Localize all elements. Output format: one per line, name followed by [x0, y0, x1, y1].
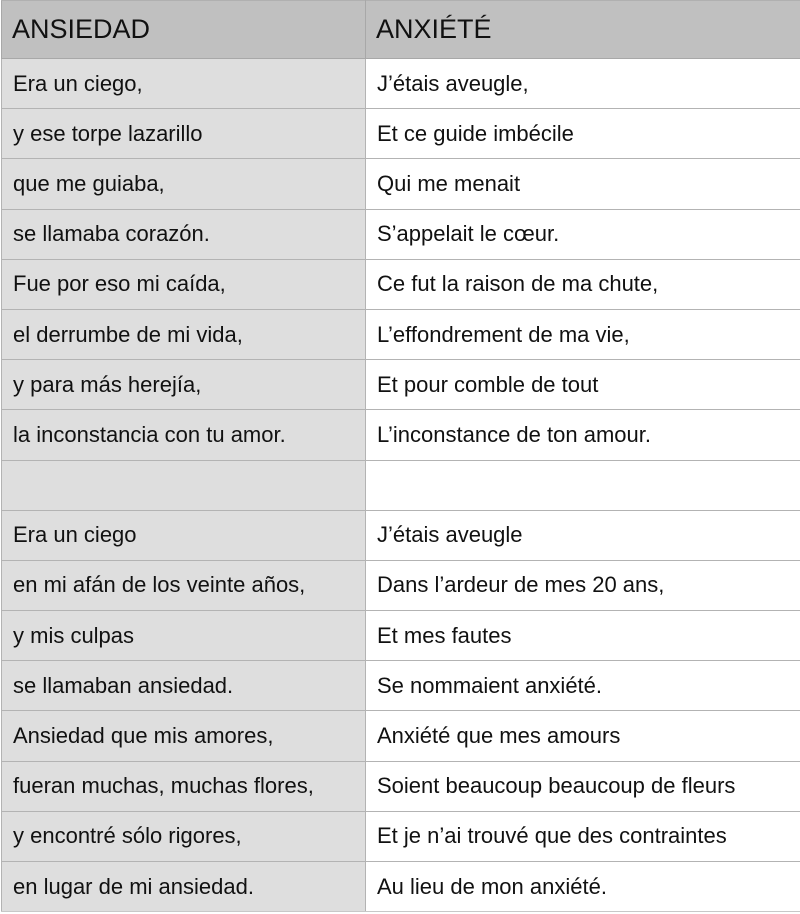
table-row	[2, 560, 800, 610]
spanish-line: fueran muchas, muchas flores,	[2, 761, 366, 811]
spanish-line: y ese torpe lazarillo	[2, 109, 366, 159]
french-line: Et pour comble de tout	[366, 360, 800, 410]
table-row	[2, 811, 800, 861]
spanish-line: y mis culpas	[2, 611, 366, 661]
french-column-header: ANXIÉTÉ	[366, 1, 800, 59]
poem-translation-table	[1, 0, 800, 912]
spanish-line: Fue por eso mi caída,	[2, 259, 366, 309]
spanish-line: en lugar de mi ansiedad.	[2, 862, 366, 912]
table-row	[2, 209, 800, 259]
spanish-line	[2, 460, 366, 510]
spanish-line: Ansiedad que mis amores,	[2, 711, 366, 761]
french-line: Soient beaucoup beaucoup de fleurs	[366, 761, 800, 811]
french-line: J’étais aveugle	[366, 510, 800, 560]
french-line: Dans l’ardeur de mes 20 ans,	[366, 560, 800, 610]
french-line: Et je n’ai trouvé que des contraintes	[366, 811, 800, 861]
table-row	[2, 510, 800, 560]
french-line: L’inconstance de ton amour.	[366, 410, 800, 460]
poem-rows	[2, 59, 800, 912]
french-line: Et mes fautes	[366, 611, 800, 661]
spanish-line: se llamaba corazón.	[2, 209, 366, 259]
french-line: Et ce guide imbécile	[366, 109, 800, 159]
spanish-line: y para más herejía,	[2, 360, 366, 410]
french-line: J’étais aveugle,	[366, 59, 800, 109]
table-row	[2, 761, 800, 811]
spanish-column-header: ANSIEDAD	[2, 1, 366, 59]
spanish-line: que me guiaba,	[2, 159, 366, 209]
french-line: Ce fut la raison de ma chute,	[366, 259, 800, 309]
table-row	[2, 109, 800, 159]
french-line	[366, 460, 800, 510]
spanish-line: y encontré sólo rigores,	[2, 811, 366, 861]
table-row	[2, 661, 800, 711]
spanish-line: la inconstancia con tu amor.	[2, 410, 366, 460]
french-line: L’effondrement de ma vie,	[366, 309, 800, 359]
spanish-line: el derrumbe de mi vida,	[2, 309, 366, 359]
table-row	[2, 410, 800, 460]
header-row	[2, 1, 800, 59]
table-row	[2, 711, 800, 761]
table-row	[2, 259, 800, 309]
table-row	[2, 59, 800, 109]
stanza-break-row	[2, 460, 800, 510]
french-line: Qui me menait	[366, 159, 800, 209]
french-line: S’appelait le cœur.	[366, 209, 800, 259]
french-line: Se nommaient anxiété.	[366, 661, 800, 711]
spanish-line: Era un ciego	[2, 510, 366, 560]
spanish-line: Era un ciego,	[2, 59, 366, 109]
french-line: Au lieu de mon anxiété.	[366, 862, 800, 912]
table-row	[2, 611, 800, 661]
french-line: Anxiété que mes amours	[366, 711, 800, 761]
table-row	[2, 309, 800, 359]
spanish-line: en mi afán de los veinte años,	[2, 560, 366, 610]
table-row	[2, 159, 800, 209]
table-row	[2, 360, 800, 410]
table-row	[2, 862, 800, 912]
spanish-line: se llamaban ansiedad.	[2, 661, 366, 711]
